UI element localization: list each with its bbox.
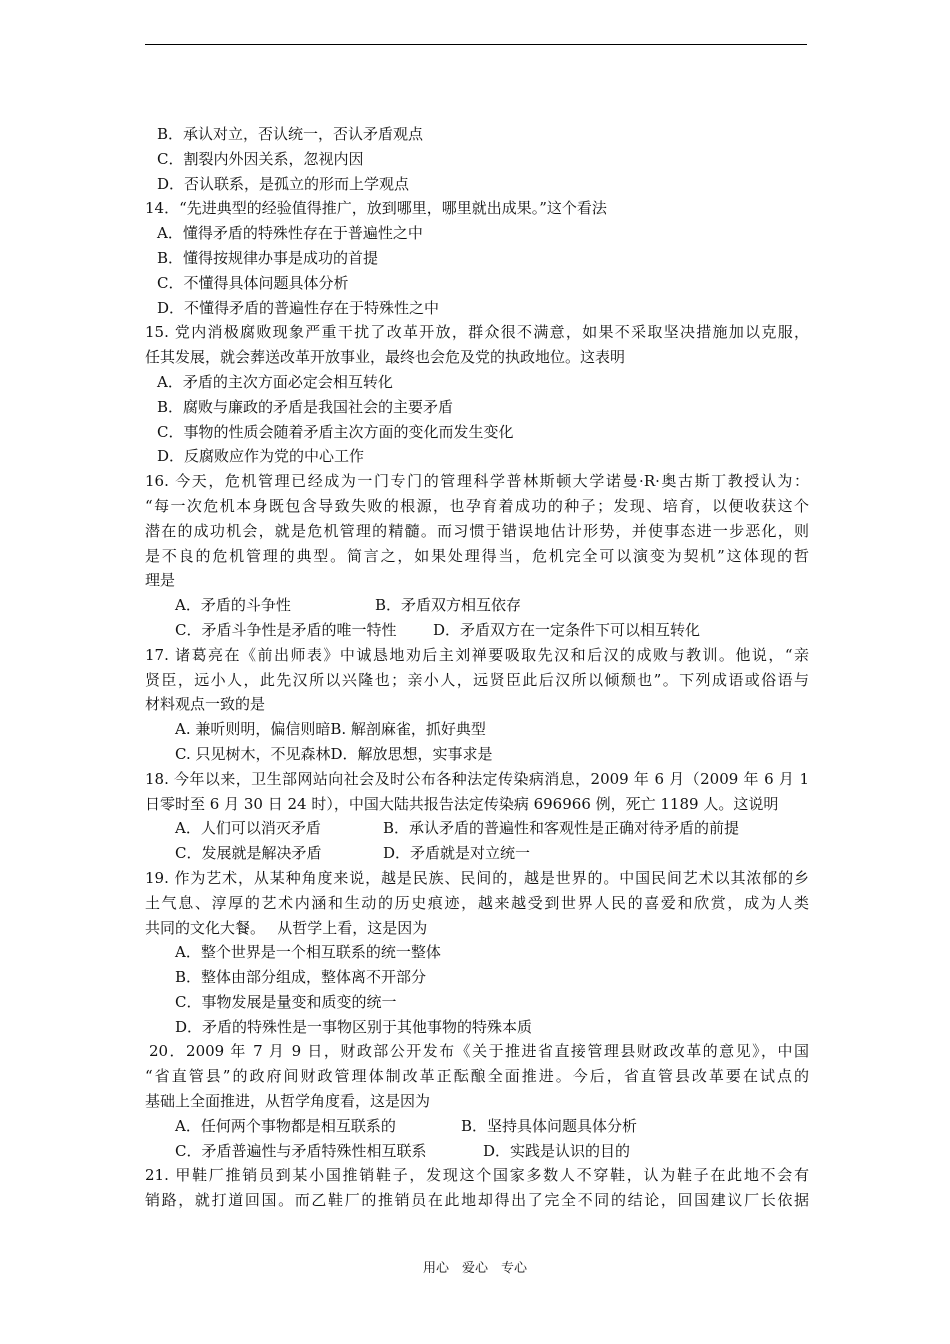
text-line: B．腐败与廉政的矛盾是我国社会的主要矛盾 [157, 397, 454, 416]
text-line: D．否认联系，是孤立的形而上学观点 [157, 174, 410, 193]
text-line: 日零时至 6 月 30 日 24 时），中国大陆共报告法定传染病 696966 例，死亡 1189 人。这说明 [145, 794, 779, 813]
text-line: 共同的文化大餐。 从哲学上看，这是因为 [145, 918, 428, 937]
text-line: 土气息、淳厚的艺术内涵和生动的历史痕迹，越来越受到世界人民的喜爱和欣赏，成为人类 [145, 893, 809, 912]
text-line: D．矛盾的特殊性是一事物区别于其他事物的特殊本质 [175, 1017, 533, 1036]
text-line: 基础上全面推进，从哲学角度看，这是因为 [145, 1092, 431, 1111]
option-b: B．坚持具体问题具体分析 [461, 1116, 638, 1135]
text-line: 14．“先进典型的经验值得推广，放到哪里，哪里就出成果。”这个看法 [145, 199, 607, 218]
text-line [145, 593, 809, 618]
text-line: “省直管县”的政府间财政管理体制改革正酝酿全面推进。今后，省直管县改革要在试点的 [145, 1067, 809, 1086]
text-line: A．矛盾的主次方面必定会相互转化 [157, 372, 393, 391]
text-line [145, 618, 809, 643]
text-line: 17. 诸葛亮在《前出师表》中诚恳地劝后主刘禅要吸取先汉和后汉的成败与教训。他说，“亲 [145, 645, 809, 664]
text-line: 19. 作为艺术，从某种角度来说，越是民族、民间的，越是世界的。中国民间艺术以其浓郁的乡 [145, 868, 809, 887]
option-b: D．实践是认识的目的 [483, 1141, 631, 1160]
option-a: A．矛盾的斗争性 [175, 596, 291, 615]
option-a: A．人们可以消灭矛盾 [175, 819, 321, 838]
option-a: C．矛盾斗争性是矛盾的唯一特性 [175, 620, 397, 639]
text-line: 潜在的成功机会，就是危机管理的精髓。而习惯于错误地估计形势，并使事态进一步恶化，则 [145, 521, 809, 540]
text-line: C．事物的性质会随着矛盾主次方面的变化而发生变化 [157, 422, 514, 441]
text-line: 15. 党内消极腐败现象严重干扰了改革开放，群众很不满意，如果不采取坚决措施加以克服， [145, 323, 809, 342]
text-line: 18. 今年以来，卫生部网站向社会及时公布各种法定传染病消息，2009 年 6 月（2009 年 6 月 1 [145, 769, 809, 788]
text-line: B．懂得按规律办事是成功的首提 [157, 248, 379, 267]
text-line: 20．2009 年 7 月 9 日，财政部公开发布《关于推进省直接管理县财政改革的意见》，中国 [149, 1042, 809, 1061]
text-line: 理是 [145, 571, 176, 590]
text-line: 贤臣，远小人，此先汉所以兴隆也；亲小人，远贤臣此后汉所以倾颓也”。下列成语或俗语与 [145, 670, 809, 689]
text-line: A．懂得矛盾的特殊性存在于普遍性之中 [157, 224, 423, 243]
option-a: C．发展就是解决矛盾 [175, 844, 322, 863]
option-a: A．任何两个事物都是相互联系的 [175, 1116, 396, 1135]
text-line [145, 1139, 809, 1164]
text-line: 是不良的危机管理的典型。简言之，如果处理得当，危机完全可以演变为契机”这体现的哲 [145, 546, 809, 565]
text-line: D．反腐败应作为党的中心工作 [157, 447, 365, 466]
text-line [145, 1114, 809, 1139]
text-line: A. 兼听则明，偏信则暗B. 解剖麻雀，抓好典型 [175, 720, 486, 739]
text-line: B．整体由部分组成，整体离不开部分 [175, 968, 427, 987]
text-line: “每一次危机本身既包含导致失败的根源，也孕育着成功的种子；发现、培育，以便收获这个 [145, 496, 809, 515]
header-rule [145, 44, 807, 45]
text-line: 材料观点一致的是 [145, 695, 266, 714]
option-a: C．矛盾普遍性与矛盾特殊性相互联系 [175, 1141, 427, 1160]
option-b: D．矛盾就是对立统一 [383, 844, 531, 863]
text-line: 任其发展，就会葬送改革开放事业，最终也会危及党的执政地位。这表明 [145, 348, 626, 367]
text-line: C．事物发展是量变和质变的统一 [175, 992, 397, 1011]
option-b: B．承认矛盾的普遍性和客观性是正确对待矛盾的前提 [383, 819, 740, 838]
text-line: 销路，就打道回国。而乙鞋厂的推销员在此地却得出了完全不同的结论，回国建议厂长依据 [145, 1191, 809, 1210]
text-line: D．不懂得矛盾的普遍性存在于特殊性之中 [157, 298, 440, 317]
text-line: C．不懂得具体问题具体分析 [157, 273, 349, 292]
text-line: A．整个世界是一个相互联系的统一整体 [175, 943, 441, 962]
page-footer: 用心 爱心 专心 [422, 1261, 527, 1276]
document-body [145, 122, 809, 1213]
option-b: D．矛盾双方在一定条件下可以相互转化 [433, 620, 701, 639]
text-line: 16. 今天，危机管理已经成为一门专门的管理科学普林斯顿大学诺曼·R·奥古斯丁教授认为： [145, 472, 809, 491]
option-b: B．矛盾双方相互依存 [375, 596, 522, 615]
text-line: C．割裂内外因关系，忽视内因 [157, 149, 364, 168]
text-line: B．承认对立，否认统一，否认矛盾观点 [157, 125, 424, 143]
text-line: 21. 甲鞋厂推销员到某小国推销鞋子，发现这个国家多数人不穿鞋，认为鞋子在此地不会有 [145, 1166, 809, 1185]
text-line: C. 只见树木，不见森林D．解放思想，实事求是 [175, 744, 493, 763]
text-line [145, 816, 809, 841]
text-line [145, 841, 809, 866]
